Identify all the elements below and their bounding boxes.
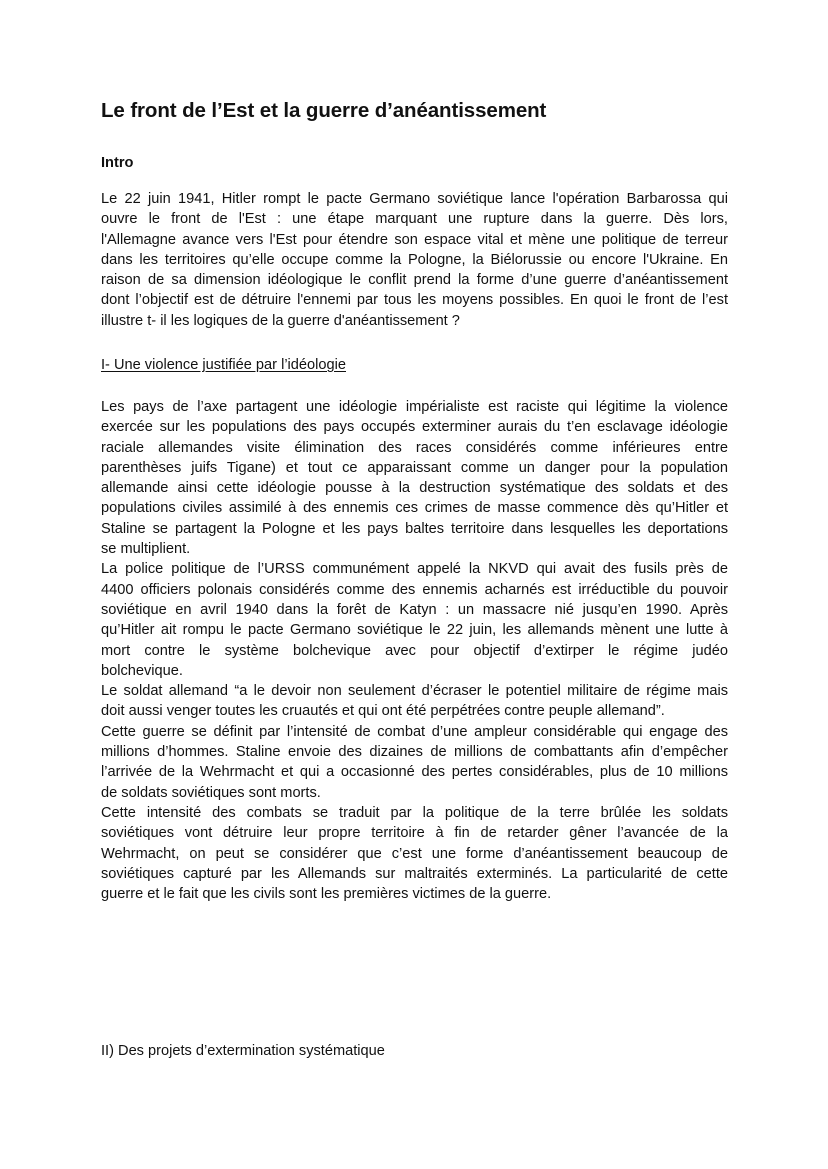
section-1-line: soviétiques capturé par les Allemands sur maltraités exterminés. La particularité de cette [101, 865, 728, 882]
section-1-line: La police politique de l’URSS communément appelé la NKVD qui avait des fusils près de [101, 561, 728, 578]
section-1-line: raciale allemandes visite élimination des races considérés comme inférieures entre [101, 439, 728, 456]
intro-line: dont l’objectif est de détruire l'ennemi par tous les moyens possibles. En quoi le front de l’est [101, 292, 728, 309]
section-1-line: allemande ainsi cette idéologie pousse à la destruction systématique des soldats et des [101, 480, 728, 497]
section-1-line: soviétique en avril 1940 dans la forêt de Katyn : un massacre nié jusqu’en 1990. Après [101, 601, 728, 618]
section-1-line: l’arrivée de la Wehrmacht et qui a occasionné des pertes considérables, plus de 10 millions [101, 764, 728, 781]
section-1-line: parenthèses juifs Tigane) et tout ce apparaissant comme un danger pour la population [101, 459, 728, 476]
section-1-line: 4400 officiers polonais considérés comme des ennemis acharnés est irréductible du pouvoir [101, 581, 728, 598]
section-1-line: se multiplient. [101, 541, 191, 558]
section-1-line: Le soldat allemand “a le devoir non seulement d’écraser le potentiel militaire de régime mais [101, 683, 728, 700]
intro-line: ouvre le front de l'Est : une étape marquant une rupture dans la guerre. Dès lors, [101, 211, 728, 228]
document-title: Le front de l’Est et la guerre d’anéantissement [101, 99, 547, 122]
section-1-line: millions d’hommes. Staline envoie des dizaines de millions de combattants afin d’empêcher [101, 744, 728, 761]
intro-line: dans les territoires qu’elle occupe comme la Pologne, la Biélorussie ou encore l'Ukraine. En [101, 251, 728, 268]
intro-line: raison de sa dimension idéologique le conflit prend la forme d’une guerre d’anéantissement [101, 272, 728, 289]
section-1-line: Cette intensité des combats se traduit par la politique de la terre brûlée les soldats [101, 804, 728, 821]
section-1-line: bolchevique. [101, 662, 183, 679]
section-1-line: populations civiles assimilé à des ennemis ces crimes de masse commence dès qu’Hitler et [101, 500, 728, 517]
intro-line: l'Allemagne avance vers l'Est pour étendre son espace vital et mène une politique de terreur [101, 231, 728, 248]
section-1-line: guerre et le fait que les civils sont les premières victimes de la guerre. [101, 886, 552, 903]
intro-paragraph [101, 189, 728, 331]
section-1-line: Les pays de l’axe partagent une idéologie impérialiste est raciste qui légitime la violence [101, 399, 728, 415]
section-1-line: mort contre le système bolchevique avec pour objectif d’extirper le régime judéo [101, 642, 728, 659]
section-1-line: de soldats soviétiques sont morts. [101, 784, 321, 801]
section-1-heading: I- Une violence justifiée par l’idéologie [101, 357, 346, 373]
section-1-body [101, 397, 728, 904]
intro-line: illustre t- il les logiques de la guerre d'anéantissement ? [101, 312, 460, 329]
section-1-line: Staline se partagent la Pologne et les pays baltes territoire dans lesquelles les deportations [101, 520, 728, 537]
intro-line: Le 22 juin 1941, Hitler rompt le pacte Germano soviétique lance l'opération Barbarossa qui [101, 191, 728, 207]
section-2-heading: II) Des projets d’extermination systématique [101, 1043, 385, 1059]
section-1-line: Cette guerre se définit par l’intensité de combat d’une ampleur considérable qui engage des [101, 723, 728, 740]
section-1-line: doit aussi venger toutes les cruautés et qui ont été perpétrées contre peuple allemand”. [101, 703, 665, 720]
section-1-line: qu’Hitler ait rompu le pacte Germano soviétique le 22 juin, les allemands mènent une lutte à [101, 622, 728, 639]
section-1-line: Wehrmacht, on peut se considérer que c’est une forme d’anéantissement beaucoup de [101, 845, 728, 862]
section-1-line: exercée sur les populations des pays occupés exterminer aurais du t’en esclavage idéologie [101, 419, 728, 436]
section-1-line: soviétiques vont détruire leur propre territoire à fin de retarder gêner l’avancée de la [101, 825, 728, 842]
intro-heading: Intro [101, 155, 134, 171]
